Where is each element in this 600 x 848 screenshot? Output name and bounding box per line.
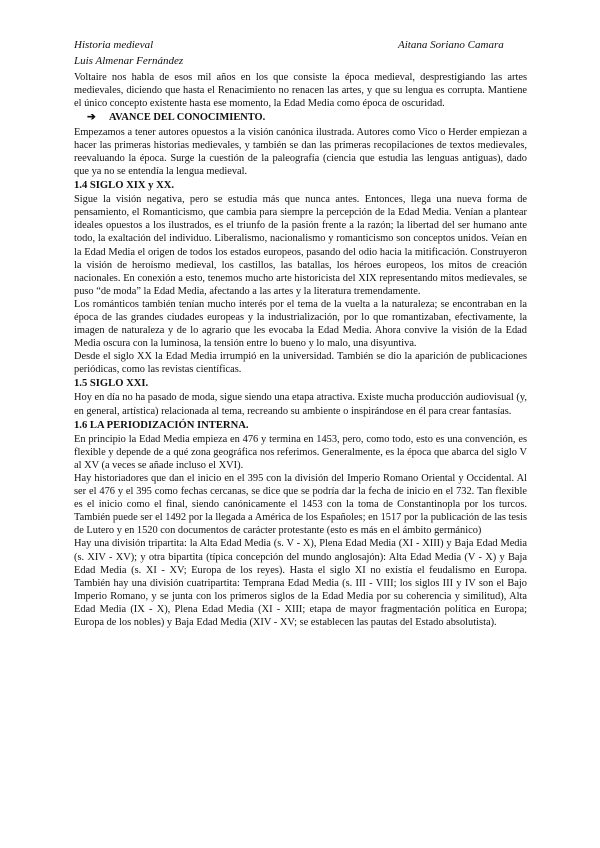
- header-course-title: Historia medieval: [74, 39, 154, 51]
- paragraph-1-4-c: Desde el siglo XX la Edad Media irrumpió en la universidad. También se dio la aparición de publicaciones periódicas, como las revistas científicas.: [74, 350, 527, 375]
- section-heading-1-6: 1.6 LA PERIODIZACIÓN INTERNA.: [74, 419, 249, 431]
- paragraph-1-6-a: En principio la Edad Media empieza en 476 y termina en 1453, pero, como todo, esto es una convención, es flexible y depende de a qué zona geográfica nos referimos. Generalmente, es la época que abarca del siglo V al XV (a veces se añade incluso el XVI).: [74, 434, 527, 472]
- section-heading-1-5: 1.5 SIGLO XXI.: [74, 377, 149, 389]
- paragraph-avance: Empezamos a tener autores opuestos a la visión canónica ilustrada. Autores como Vico o Herder empiezan a hacer las primeras historias medievales, y también se dan las primeras recopilaciones de textos medievales, reevaluando la época. Surge la cuestión de la paleografía (ciencia que estudia las lenguas antiguas), dado que ya no se entendía la lengua medieval.: [74, 126, 527, 177]
- arrow-icon: ➔: [87, 112, 96, 124]
- subheading-avance-label: AVANCE DEL CONOCIMIENTO.: [109, 112, 266, 124]
- paragraph-1-4-a: Sigue la visión negativa, pero se estudia más que nunca antes. Entonces, llega una nueva forma de pensamiento, el Romanticismo, que cambia para siempre la percepción de la Edad Media. Venían a plantear ideales opuestos a los ilustrados, es el triunfo de la pasión frente a la razón; la libertad del ser humano ante todo, la exaltación del individuo. Liberalismo, nacionalismo y romanticismo son conceptos unidos. Veían en la Edad Media el origen de todos los estados europeos, pasando del odio hacia la mitificación. Construyeron la visión de heroísmo medieval, los castillos, las batallas, los héroes europeos, los mitos de creación nacionales. En conexión a esto, tenemos mucho arte historicista del XIX representando mitos medievales, se puso “de moda” la Edad Media, afectando a las artes y la literatura tremendamente.: [74, 194, 527, 297]
- paragraph-1-6-c: Hay una división tripartita: la Alta Edad Media (s. V - X), Plena Edad Media (XI - XIII) y Baja Edad Media (s. XIV - XV); y otra bipartita (típica concepción del mundo anglosajón): Alta Edad Media (V - X) y Baja Edad Media (s. XI - XV; Europa de los reyes). Hasta el siglo XI no existía el feudalismo en Europa. También hay una división cuatripartita: Temprana Edad Media (s. III - VIII; los siglos III y IV son el Bajo Imperio Romano, y se junta con los primeros siglos de la Edad Media por su coherencia y similitud), Alta Edad Media (IX - X), Plena Edad Media (XI - XIII; etapa de mayor fragmentación política en Europa; Europa de los nobles) y Baja Edad Media (XIV - XV; se establecen las pautas del Estado absolutista).: [74, 538, 527, 628]
- paragraph-1-5: Hoy en día no ha pasado de moda, sigue siendo una etapa atractiva. Existe mucha producción audiovisual (y, en general, artística) relacionada al tema, recreando su ambiente o inspirándose en él para crear fantasías.: [74, 392, 527, 417]
- subheading-avance: [87, 111, 527, 125]
- header-author-name: Aitana Soriano Camara: [398, 39, 504, 51]
- paragraph-1-4-b: Los románticos también tenían mucho interés por el tema de la vuelta a la naturaleza; se encontraban en la época de las grandes ciudades europeas y la industrialización, por lo que romantizaban, efectivamente, la imagen de naturaleza y de lo agrario que les evocaba la Edad Media. Ahora convive la visión de la Edad Media oscura con la luminosa, la tensión entre lo bueno y lo malo, una disyuntiva.: [74, 298, 527, 349]
- document-body: [74, 71, 527, 629]
- section-heading-1-4: 1.4 SIGLO XIX y XX.: [74, 179, 175, 191]
- paragraph-intro: Voltaire nos habla de esos mil años en los que consiste la época medieval, desprestigiando las artes medievales, diciendo que hasta el Renacimiento no renacen las artes, y que su lengua es corrupta. Mantiene el único concepto existente hasta ese momento, la Edad Media como época de oscuridad.: [74, 72, 527, 110]
- header-professor-name: Luis Almenar Fernández: [74, 55, 184, 67]
- paragraph-1-6-b: Hay historiadores que dan el inicio en el 395 con la división del Imperio Romano Oriental y Occidental. Al ser el 476 y el 395 como fechas cercanas, se dice que se podría dar la fecha de inicio en el 732. Tan flexible es el inicio como el final, siendo canónicamente el 1453 con la toma de Constantinopla por los turcos. También puede ser el 1492 por la llegada a América de los Españoles; en 1517 por la publicación de las tesis de Lutero y en 1520 con documentos de carácter protestante (esto es más en el ámbito germánico): [74, 473, 527, 537]
